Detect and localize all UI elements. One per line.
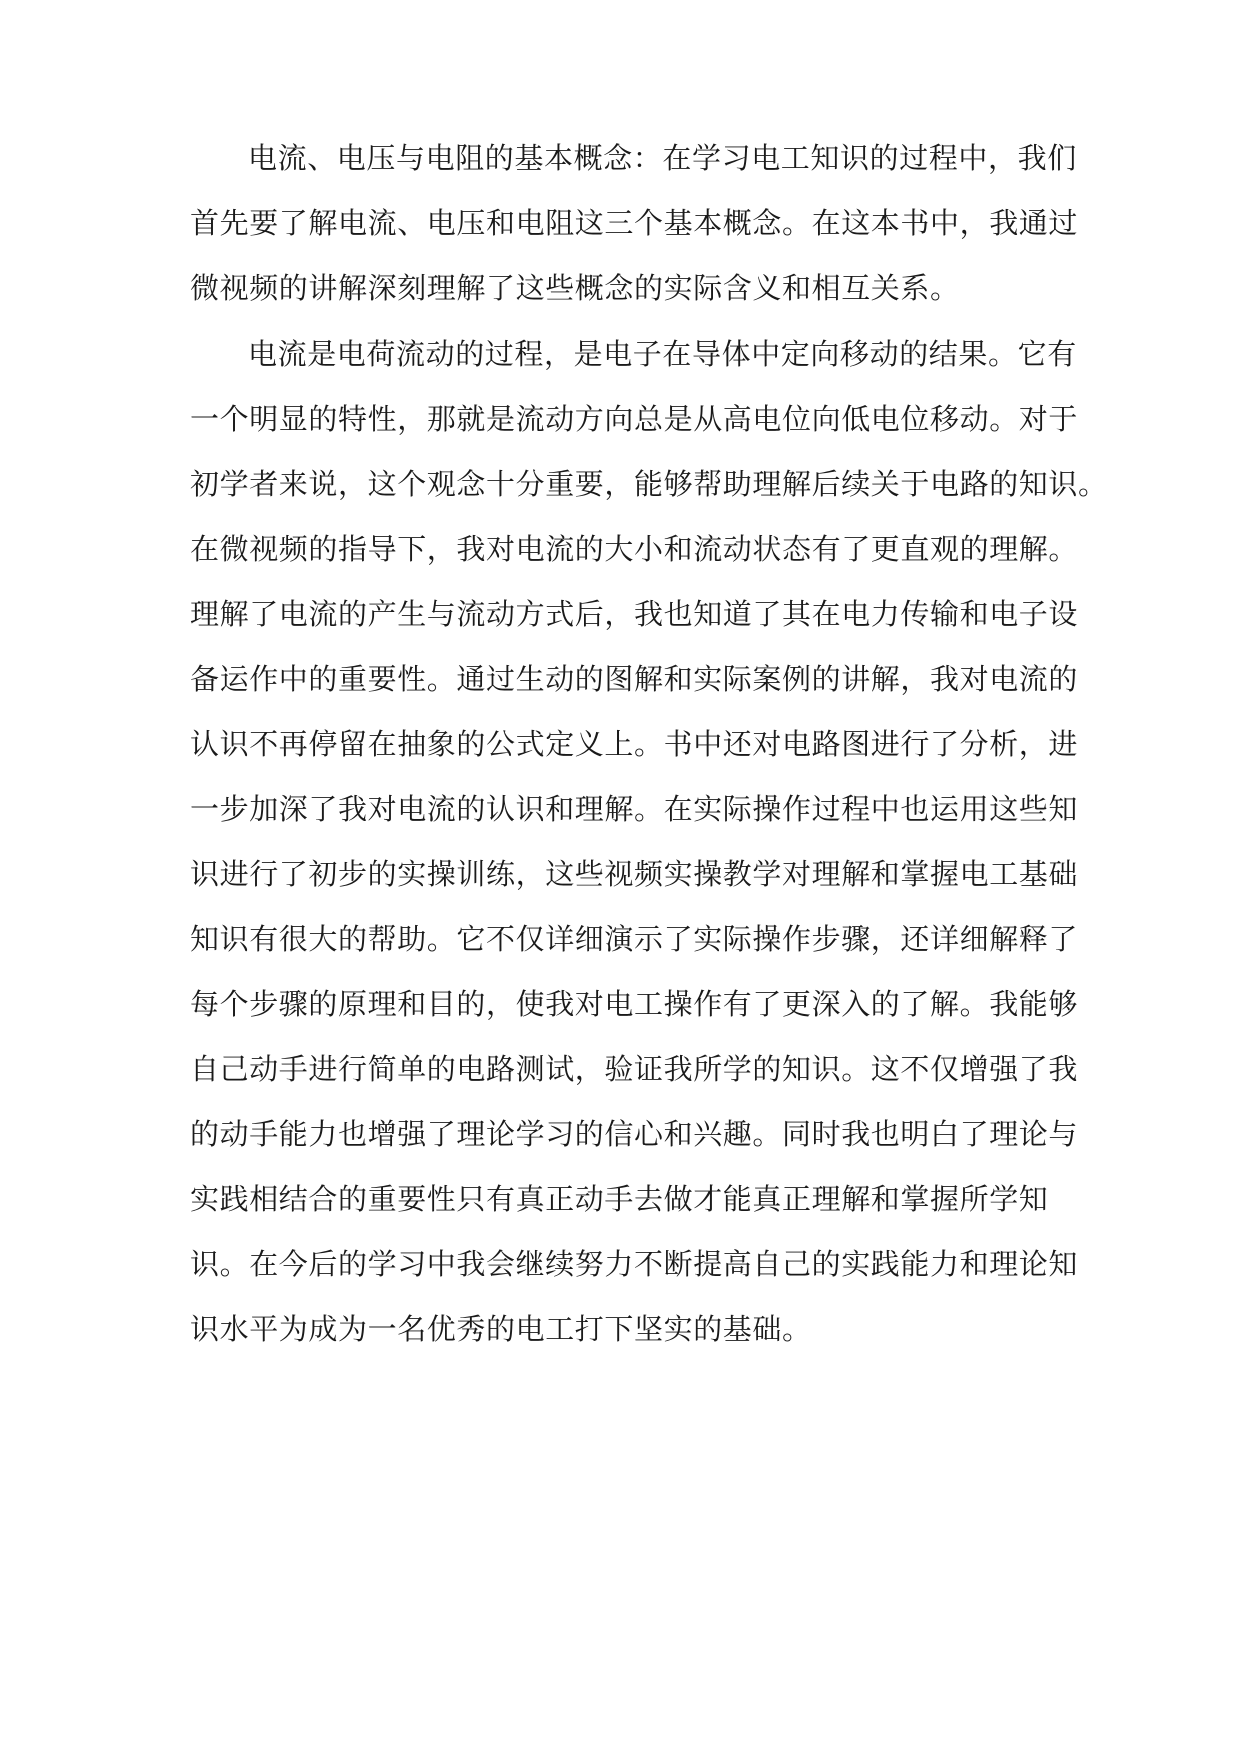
text-line: 一个明显的特性，那就是流动方向总是从高电位向低电位移动。对于 bbox=[190, 402, 1079, 436]
text-line: 电流、电压与电阻的基本概念：在学习电工知识的过程中，我们 bbox=[248, 141, 1077, 175]
text-line: 知识有很大的帮助。它不仅详细演示了实际操作步骤，还详细解释了 bbox=[190, 922, 1079, 956]
text-line: 识水平为成为一名优秀的电工打下坚实的基础。 bbox=[190, 1312, 812, 1346]
text-line: 认识不再停留在抽象的公式定义上。书中还对电路图进行了分析，进 bbox=[190, 727, 1079, 761]
text-line: 的动手能力也增强了理论学习的信心和兴趣。同时我也明白了理论与 bbox=[190, 1117, 1079, 1151]
text-line: 备运作中的重要性。通过生动的图解和实际案例的讲解，我对电流的 bbox=[190, 662, 1079, 696]
text-line: 识。在今后的学习中我会继续努力不断提高自己的实践能力和理论知 bbox=[190, 1247, 1079, 1281]
text-line: 微视频的讲解深刻理解了这些概念的实际含义和相互关系。 bbox=[190, 271, 960, 305]
text-line: 识进行了初步的实操训练，这些视频实操教学对理解和掌握电工基础 bbox=[190, 857, 1079, 891]
text-line: 理解了电流的产生与流动方式后，我也知道了其在电力传输和电子设 bbox=[190, 597, 1079, 631]
text-line: 一步加深了我对电流的认识和理解。在实际操作过程中也运用这些知 bbox=[190, 792, 1079, 826]
text-line: 实践相结合的重要性只有真正动手去做才能真正理解和掌握所学知 bbox=[190, 1182, 1049, 1216]
text-line: 初学者来说，这个观念十分重要，能够帮助理解后续关于电路的知识。 bbox=[190, 467, 1108, 501]
text-line: 电流是电荷流动的过程，是电子在导体中定向移动的结果。它有 bbox=[248, 337, 1077, 371]
text-line: 自己动手进行简单的电路测试，验证我所学的知识。这不仅增强了我 bbox=[190, 1052, 1079, 1086]
text-line: 每个步骤的原理和目的，使我对电工操作有了更深入的了解。我能够 bbox=[190, 987, 1079, 1021]
text-line: 首先要了解电流、电压和电阻这三个基本概念。在这本书中，我通过 bbox=[190, 206, 1079, 240]
text-line: 在微视频的指导下，我对电流的大小和流动状态有了更直观的理解。 bbox=[190, 532, 1079, 566]
